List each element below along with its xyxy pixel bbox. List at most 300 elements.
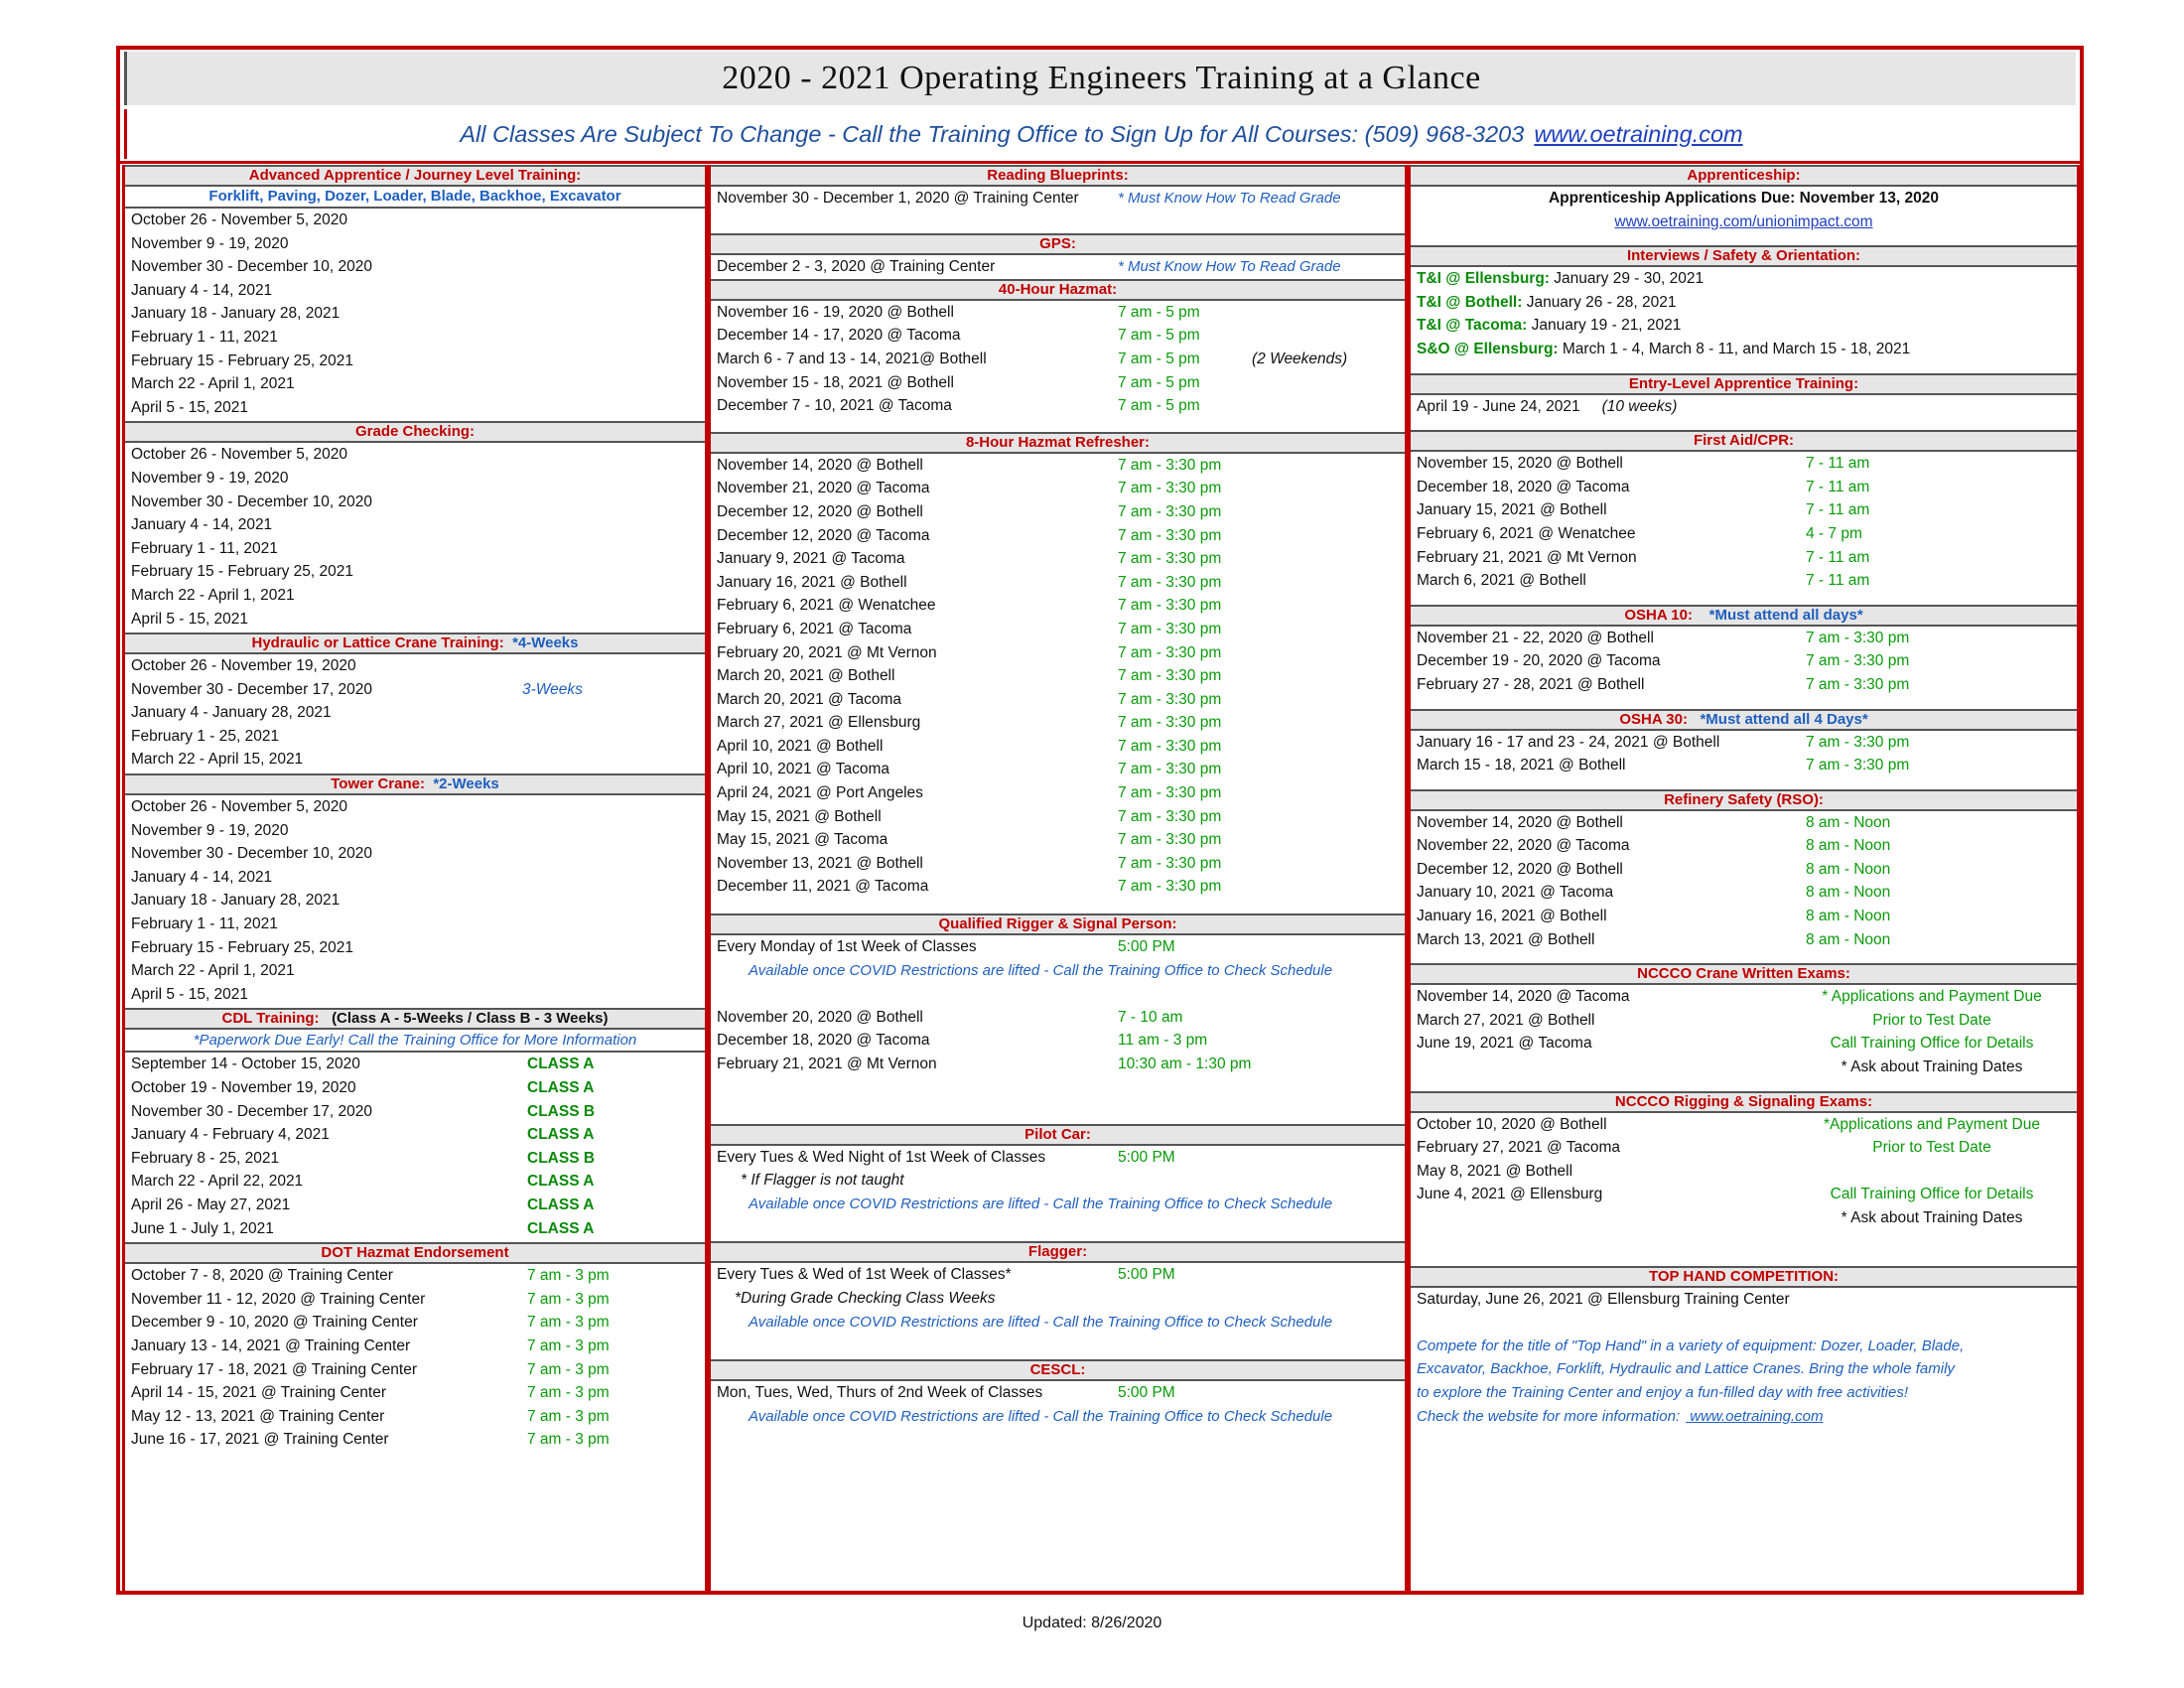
list-item xyxy=(125,795,705,819)
list-item xyxy=(125,913,705,936)
list-item xyxy=(1411,1055,2077,1079)
date-text: March 27, 2021 @ Bothell xyxy=(1417,1011,1595,1029)
section-header: GPS: xyxy=(711,233,1405,255)
date-text: February 15 - February 25, 2021 xyxy=(131,938,354,956)
date-text: April 26 - May 27, 2021 xyxy=(131,1196,291,1213)
list-item xyxy=(711,664,1405,688)
covid-note: Available once COVID Restrictions are lifted - Call the Training Office to Check Schedule xyxy=(749,1313,1333,1331)
date-text: December 14 - 17, 2020 @ Tacoma xyxy=(717,327,961,345)
date-text: January 4 - February 4, 2021 xyxy=(131,1126,330,1144)
pilot-note: * If Flagger is not taught xyxy=(741,1172,904,1190)
date-text: March 22 - April 22, 2021 xyxy=(131,1173,304,1191)
list-item xyxy=(1411,1136,2077,1160)
date-text: November 14, 2020 @ Tacoma xyxy=(1417,988,1630,1006)
time-text: 7 am - 3:30 pm xyxy=(1118,597,1222,615)
section-header: Hydraulic or Lattice Crane Training: *4-Weeks xyxy=(125,633,705,654)
time-text: 7 am - 3:30 pm xyxy=(1806,757,1910,774)
list-item xyxy=(711,641,1405,665)
subtitle-bar xyxy=(124,109,2076,159)
header-divider xyxy=(116,161,2084,164)
date-text: September 14 - October 15, 2020 xyxy=(131,1055,360,1073)
list-item xyxy=(711,875,1405,899)
exam-note: * Ask about Training Dates xyxy=(1841,1209,2023,1226)
crane-dates xyxy=(125,654,705,772)
time-text: 7 am - 5 pm xyxy=(1118,350,1200,367)
list-item xyxy=(125,1381,705,1405)
location-label: T&I @ Bothell: xyxy=(1417,293,1523,311)
date-text: January 15, 2021 @ Bothell xyxy=(1417,501,1607,519)
section-header: CDL Training: (Class A - 5-Weeks / Class B - 3 Weeks) xyxy=(125,1008,705,1030)
time-text: 8 am - Noon xyxy=(1806,930,1891,948)
date-text: March 20, 2021 @ Tacoma xyxy=(717,690,902,708)
date-text: January 18 - January 28, 2021 xyxy=(131,892,341,910)
list-item xyxy=(1411,1113,2077,1137)
time-text: 7 am - 3:30 pm xyxy=(1806,652,1910,670)
list-item xyxy=(125,748,705,772)
time-text: 7 am - 3:30 pm xyxy=(1118,878,1222,896)
list-item xyxy=(125,1100,705,1124)
date-text: February 20, 2021 @ Mt Vernon xyxy=(717,643,937,661)
list-item xyxy=(1411,1160,2077,1184)
date-text: February 1 - 11, 2021 xyxy=(131,915,278,933)
location-label: S&O @ Ellensburg: xyxy=(1417,340,1559,357)
list-item xyxy=(711,348,1405,371)
list-item xyxy=(125,959,705,983)
date-text: February 6, 2021 @ Wenatchee xyxy=(1417,524,1636,542)
list-item xyxy=(1411,754,2077,777)
title-bar xyxy=(124,52,2076,105)
page-title: 2020 - 2021 Operating Engineers Training at a Glance xyxy=(722,60,1481,96)
date-text: November 15, 2020 @ Bothell xyxy=(1417,455,1623,473)
list-item xyxy=(711,301,1405,325)
date-text: January 18 - January 28, 2021 xyxy=(131,305,341,323)
date-text: November 9 - 19, 2020 xyxy=(131,821,289,839)
date-text: November 21, 2020 @ Tacoma xyxy=(717,480,930,497)
date-text: December 12, 2020 @ Bothell xyxy=(1417,860,1623,878)
list-item: November 30 - December 1, 2020 @ Training Center * Must Know How To Read Grade xyxy=(717,190,1341,207)
time-text: 7 - 11 am xyxy=(1806,501,1870,519)
date-text: February 6, 2021 @ Wenatchee xyxy=(717,597,936,615)
list-item xyxy=(711,735,1405,759)
date-text: February 21, 2021 @ Mt Vernon xyxy=(717,1055,937,1072)
flagger-note: *During Grade Checking Class Weeks xyxy=(735,1289,996,1307)
section-header: Tower Crane: *2-Weeks xyxy=(125,774,705,795)
list-item xyxy=(125,584,705,608)
list-item xyxy=(125,279,705,303)
section-header: Advanced Apprentice / Journey Level Training: xyxy=(125,165,705,187)
list-item xyxy=(1411,649,2077,673)
date-text: February 1 - 25, 2021 xyxy=(131,727,280,745)
date-text: January 26 - 28, 2021 xyxy=(1522,293,1677,311)
osha10-rows xyxy=(1411,627,2077,697)
time-text: 7 - 11 am xyxy=(1806,455,1870,473)
date-text: March 22 - April 1, 2021 xyxy=(131,375,295,393)
list-item xyxy=(1411,881,2077,905)
date-text: February 27 - 28, 2021 @ Bothell xyxy=(1417,675,1645,693)
list-item xyxy=(125,443,705,467)
column-left xyxy=(122,165,708,1591)
time-text: 7 am - 5 pm xyxy=(1118,303,1200,321)
description-line: Compete for the title of "Top Hand" in a variety of equipment: Dozer, Loader, Blade, xyxy=(1417,1336,1965,1354)
grade-dates xyxy=(125,443,705,631)
time-text: 7 - 11 am xyxy=(1806,548,1870,566)
date-text: March 6 - 7 and 13 - 14, 2021@ Bothell xyxy=(717,350,987,367)
date-text: November 13, 2021 @ Bothell xyxy=(717,854,923,872)
date-text: February 1 - 11, 2021 xyxy=(131,539,278,557)
section-header: Entry-Level Apprentice Training: xyxy=(1411,373,2077,395)
time-text: 7 am - 3:30 pm xyxy=(1118,737,1222,755)
cdl-rows xyxy=(125,1053,705,1240)
list-item xyxy=(125,1311,705,1335)
tower-dates xyxy=(125,795,705,1006)
list-item xyxy=(711,1006,1405,1030)
date-text: February 15 - February 25, 2021 xyxy=(131,352,354,369)
advanced-dates xyxy=(125,209,705,419)
time-text: 10:30 am - 1:30 pm xyxy=(1118,1055,1252,1072)
list-item xyxy=(1411,928,2077,952)
date-text: December 11, 2021 @ Tacoma xyxy=(717,878,929,896)
time-text: 7 am - 3 pm xyxy=(527,1360,610,1378)
list-item xyxy=(1411,905,2077,928)
date-text: October 19 - November 19, 2020 xyxy=(131,1079,356,1096)
list-item xyxy=(711,394,1405,418)
list-item xyxy=(711,594,1405,618)
description-line: Check the website for more information: xyxy=(1417,1407,1681,1425)
tophand-description xyxy=(1411,1335,2077,1428)
unionimpact-link[interactable]: www.oetraining.com/unionimpact.com xyxy=(1614,212,1873,230)
time-text: 7 am - 3:30 pm xyxy=(1118,502,1222,520)
section-header: NCCCO Crane Written Exams: xyxy=(1411,963,2077,985)
column-right xyxy=(1408,165,2080,1591)
list-item xyxy=(125,537,705,561)
list-item xyxy=(711,781,1405,805)
time-text: 11 am - 3 pm xyxy=(1118,1032,1208,1050)
time-text: 7 am - 3 pm xyxy=(527,1290,610,1308)
refinery-rows xyxy=(1411,811,2077,952)
list-item xyxy=(1411,811,2077,835)
list-item xyxy=(125,654,705,678)
list-item xyxy=(125,842,705,866)
list-item: April 19 - June 24, 2021 (10 weeks) xyxy=(1417,397,1678,415)
time-text: 7 - 11 am xyxy=(1806,572,1870,590)
list-item xyxy=(125,350,705,373)
list-item xyxy=(125,1405,705,1429)
date-text: February 17 - 18, 2021 @ Training Center xyxy=(131,1360,417,1378)
date-text: November 14, 2020 @ Bothell xyxy=(717,456,923,474)
time-text: 7 am - 3 pm xyxy=(527,1407,610,1425)
list-item xyxy=(125,983,705,1007)
time-text: 8 am - Noon xyxy=(1806,908,1891,925)
time-text: 7 am - 3 pm xyxy=(527,1314,610,1332)
column-middle xyxy=(708,165,1408,1591)
section-header: 40-Hour Hazmat: xyxy=(711,279,1405,301)
list-item xyxy=(125,302,705,326)
time-text: 7 am - 3:30 pm xyxy=(1118,714,1222,732)
tophand-website-link[interactable]: www.oetraining.com xyxy=(1686,1407,1824,1425)
list-item xyxy=(711,1029,1405,1053)
list-item xyxy=(1411,1335,2077,1358)
list-item xyxy=(1411,338,2077,361)
time-text: 7 am - 3:30 pm xyxy=(1118,456,1222,474)
list-item xyxy=(1411,291,2077,315)
list-item xyxy=(711,711,1405,735)
list-item xyxy=(125,1217,705,1241)
time-text: 7 am - 3:30 pm xyxy=(1118,690,1222,708)
date-text: November 30 - December 17, 2020 xyxy=(131,680,372,698)
location-label: T&I @ Tacoma: xyxy=(1417,317,1528,335)
time-text: 7 am - 3:30 pm xyxy=(1118,831,1222,849)
list-item xyxy=(125,1335,705,1358)
date-text: December 18, 2020 @ Tacoma xyxy=(717,1032,930,1050)
covid-note: Available once COVID Restrictions are lifted - Call the Training Office to Check Schedule xyxy=(749,1195,1333,1212)
class-badge: CLASS A xyxy=(527,1126,595,1144)
time-text: 7 am - 3:30 pm xyxy=(1118,807,1222,825)
date-text: November 9 - 19, 2020 xyxy=(131,234,289,252)
list-item xyxy=(711,524,1405,548)
list-item xyxy=(125,1288,705,1312)
time-text: 7 am - 3 pm xyxy=(527,1336,610,1354)
exam-note: Call Training Office for Details xyxy=(1830,1186,2034,1203)
time-text: 7 am - 3 pm xyxy=(527,1384,610,1402)
section-header: Refinery Safety (RSO): xyxy=(1411,789,2077,811)
section-header: Apprenticeship: xyxy=(1411,165,2077,187)
description-line: Excavator, Backhoe, Forklift, Hydraulic and Lattice Cranes. Bring the whole family xyxy=(1417,1360,1955,1378)
class-badge: CLASS B xyxy=(527,1102,596,1120)
cdl-note: *Paperwork Due Early! Call the Training Office for More Information xyxy=(125,1030,705,1053)
section-header: Grade Checking: xyxy=(125,421,705,443)
list-item xyxy=(711,828,1405,852)
list-item xyxy=(1411,1183,2077,1206)
date-text: January 4 - January 28, 2021 xyxy=(131,704,332,722)
date-text: March 6, 2021 @ Bothell xyxy=(1417,572,1586,590)
time-text: 7 am - 3:30 pm xyxy=(1118,667,1222,685)
date-text: May 15, 2021 @ Tacoma xyxy=(717,831,888,849)
date-text: May 15, 2021 @ Bothell xyxy=(717,807,882,825)
time-text: 7 am - 3 pm xyxy=(527,1431,610,1449)
date-text: April 10, 2021 @ Tacoma xyxy=(717,761,889,778)
osha30-rows xyxy=(1411,731,2077,777)
time-text: 7 - 10 am xyxy=(1118,1008,1183,1026)
list-item xyxy=(1411,1405,2077,1429)
date-text: February 1 - 11, 2021 xyxy=(131,328,278,346)
date-text: October 26 - November 5, 2020 xyxy=(131,798,347,816)
time-text: 8 am - Noon xyxy=(1806,837,1891,855)
rigger-rows xyxy=(711,1006,1405,1076)
hazmat8-rows xyxy=(711,454,1405,899)
date-text: June 4, 2021 @ Ellensburg xyxy=(1417,1186,1603,1203)
date-text: November 14, 2020 @ Bothell xyxy=(1417,813,1623,831)
list-item xyxy=(1411,731,2077,755)
subtitle-text: All Classes Are Subject To Change - Call the Training Office to Sign Up for All Courses: (509) 968-3203 xyxy=(460,120,1525,147)
date-text: December 18, 2020 @ Tacoma xyxy=(1417,478,1630,495)
covid-note: Available once COVID Restrictions are lifted - Call the Training Office to Check Schedule xyxy=(749,1407,1333,1425)
time-text: 7 am - 3:30 pm xyxy=(1118,643,1222,661)
exam-note: * Ask about Training Dates xyxy=(1841,1058,2023,1076)
list-item xyxy=(711,547,1405,571)
date-text: May 12 - 13, 2021 @ Training Center xyxy=(131,1407,385,1425)
exam-note: Prior to Test Date xyxy=(1872,1139,1991,1157)
date-text: February 21, 2021 @ Mt Vernon xyxy=(1417,548,1637,566)
list-item xyxy=(125,1123,705,1147)
date-text: December 9 - 10, 2020 @ Training Center xyxy=(131,1314,418,1332)
apprenticeship-due: Apprenticeship Applications Due: November 13, 2020 xyxy=(1548,190,1940,207)
class-badge: CLASS A xyxy=(527,1079,595,1096)
date-text: April 5 - 15, 2021 xyxy=(131,398,249,416)
date-text: November 30 - December 10, 2020 xyxy=(131,258,372,276)
time-text: 7 am - 5 pm xyxy=(1118,397,1200,415)
time-text: 7 am - 3:30 pm xyxy=(1806,733,1910,751)
date-text: January 4 - 14, 2021 xyxy=(131,281,273,299)
time-text: 7 am - 3:30 pm xyxy=(1118,573,1222,591)
time-text: 7 am - 5 pm xyxy=(1118,373,1200,391)
class-badge: CLASS A xyxy=(527,1173,595,1191)
time-text: 7 am - 3:30 pm xyxy=(1806,675,1910,693)
date-text: November 20, 2020 @ Bothell xyxy=(717,1008,923,1026)
date-text: December 12, 2020 @ Bothell xyxy=(717,502,923,520)
dot-rows xyxy=(125,1264,705,1452)
list-item xyxy=(125,678,705,702)
section-header: TOP HAND COMPETITION: xyxy=(1411,1266,2077,1288)
nccco-rigging-rows xyxy=(1411,1113,2077,1230)
date-text: March 22 - April 15, 2021 xyxy=(131,751,304,769)
date-text: October 7 - 8, 2020 @ Training Center xyxy=(131,1267,393,1285)
website-link[interactable]: www.oetraining.com xyxy=(1534,120,1743,147)
list-item xyxy=(711,1053,1405,1076)
date-text: June 16 - 17, 2021 @ Training Center xyxy=(131,1431,389,1449)
list-item xyxy=(125,866,705,890)
list-item: Every Tues & Wed Night of 1st Week of Classes 5:00 PM xyxy=(717,1148,1175,1166)
list-item xyxy=(125,701,705,725)
list-item xyxy=(125,372,705,396)
date-text: June 1 - July 1, 2021 xyxy=(131,1219,274,1237)
date-text: October 10, 2020 @ Bothell xyxy=(1417,1115,1607,1133)
date-text: November 30 - December 10, 2020 xyxy=(131,845,372,863)
hazmat40-rows xyxy=(711,301,1405,418)
list-item xyxy=(125,326,705,350)
date-text: November 21 - 22, 2020 @ Bothell xyxy=(1417,629,1654,646)
list-item xyxy=(125,725,705,749)
section-header: Interviews / Safety & Orientation: xyxy=(1411,245,2077,267)
date-text: November 30 - December 10, 2020 xyxy=(131,492,372,510)
time-text: 7 - 11 am xyxy=(1806,478,1870,495)
date-text: February 27, 2021 @ Tacoma xyxy=(1417,1139,1621,1157)
list-item xyxy=(125,1053,705,1076)
time-text: 4 - 7 pm xyxy=(1806,524,1862,542)
duration-note: 3-Weeks xyxy=(522,680,583,698)
list-item xyxy=(125,491,705,514)
list-item xyxy=(711,618,1405,641)
list-item xyxy=(125,1076,705,1100)
time-text: 8 am - Noon xyxy=(1806,813,1891,831)
date-text: March 22 - April 1, 2021 xyxy=(131,962,295,980)
list-item xyxy=(1411,1009,2077,1033)
date-text: December 7 - 10, 2021 @ Tacoma xyxy=(717,397,952,415)
list-item xyxy=(125,513,705,537)
list-item xyxy=(125,819,705,843)
list-item xyxy=(1411,522,2077,546)
list-item xyxy=(1411,569,2077,593)
list-item xyxy=(125,608,705,632)
list-item xyxy=(125,1428,705,1452)
list-item xyxy=(1411,1381,2077,1405)
date-text: March 1 - 4, March 8 - 11, and March 15 - 18, 2021 xyxy=(1558,340,1911,357)
section-header: Pilot Car: xyxy=(711,1124,1405,1146)
list-item xyxy=(1411,1357,2077,1381)
covid-note: Available once COVID Restrictions are lifted - Call the Training Office to Check Schedule xyxy=(749,961,1333,979)
list-item: December 2 - 3, 2020 @ Training Center * Must Know How To Read Grade xyxy=(717,258,1341,276)
date-text: January 16, 2021 @ Bothell xyxy=(717,573,907,591)
list-item xyxy=(125,889,705,913)
date-text: January 29 - 30, 2021 xyxy=(1549,270,1705,288)
date-text: March 22 - April 1, 2021 xyxy=(131,586,295,604)
list-item xyxy=(711,324,1405,348)
list-item xyxy=(711,571,1405,595)
time-text: 7 am - 3:30 pm xyxy=(1118,620,1222,637)
date-text: January 4 - 14, 2021 xyxy=(131,868,273,886)
list-item xyxy=(1411,834,2077,858)
list-item xyxy=(711,805,1405,829)
list-item xyxy=(125,209,705,232)
date-text: January 4 - 14, 2021 xyxy=(131,516,273,534)
date-text: February 8 - 25, 2021 xyxy=(131,1149,280,1167)
time-text: 7 am - 3 pm xyxy=(527,1267,610,1285)
list-item xyxy=(125,396,705,420)
time-text: 7 am - 3:30 pm xyxy=(1806,629,1910,646)
section-header: 8-Hour Hazmat Refresher: xyxy=(711,432,1405,454)
updated-date: Updated: 8/26/2020 xyxy=(1022,1615,1162,1631)
list-item xyxy=(711,758,1405,781)
date-text: January 16, 2021 @ Bothell xyxy=(1417,908,1607,925)
list-item xyxy=(125,1147,705,1171)
time-text: 7 am - 3:30 pm xyxy=(1118,784,1222,802)
list-item xyxy=(1411,476,2077,499)
list-item xyxy=(125,936,705,960)
class-badge: CLASS A xyxy=(527,1055,595,1073)
date-text: November 9 - 19, 2020 xyxy=(131,469,289,487)
interview-rows xyxy=(1411,267,2077,360)
time-text: 7 am - 3:30 pm xyxy=(1118,526,1222,544)
class-badge: CLASS A xyxy=(527,1219,595,1237)
section-header: NCCCO Rigging & Signaling Exams: xyxy=(1411,1091,2077,1113)
date-text: October 26 - November 5, 2020 xyxy=(131,446,347,464)
date-text: June 19, 2021 @ Tacoma xyxy=(1417,1035,1592,1053)
date-text: April 10, 2021 @ Bothell xyxy=(717,737,884,755)
list-item xyxy=(711,688,1405,712)
exam-note: Prior to Test Date xyxy=(1872,1011,1991,1029)
time-text: 8 am - Noon xyxy=(1806,884,1891,902)
exam-note: * Applications and Payment Due xyxy=(1822,988,2042,1006)
time-text: 8 am - Noon xyxy=(1806,860,1891,878)
date-text: January 13 - 14, 2021 @ Training Center xyxy=(131,1336,411,1354)
list-item xyxy=(125,467,705,491)
list-item xyxy=(1411,452,2077,476)
extra-note: (2 Weekends) xyxy=(1252,350,1348,367)
date-text: March 20, 2021 @ Bothell xyxy=(717,667,895,685)
date-text: February 6, 2021 @ Tacoma xyxy=(717,620,912,637)
equipment-list: Forklift, Paving, Dozer, Loader, Blade, Backhoe, Excavator xyxy=(125,187,705,209)
section-header: Flagger: xyxy=(711,1241,1405,1263)
date-text: October 26 - November 19, 2020 xyxy=(131,657,356,675)
date-text: December 19 - 20, 2020 @ Tacoma xyxy=(1417,652,1661,670)
class-badge: CLASS A xyxy=(527,1196,595,1213)
list-item xyxy=(711,477,1405,500)
date-text: February 15 - February 25, 2021 xyxy=(131,563,354,581)
exam-note: *Applications and Payment Due xyxy=(1824,1115,2040,1133)
date-text: April 14 - 15, 2021 @ Training Center xyxy=(131,1384,386,1402)
date-text: March 13, 2021 @ Bothell xyxy=(1417,930,1595,948)
list-item xyxy=(711,454,1405,478)
class-badge: CLASS B xyxy=(527,1149,596,1167)
